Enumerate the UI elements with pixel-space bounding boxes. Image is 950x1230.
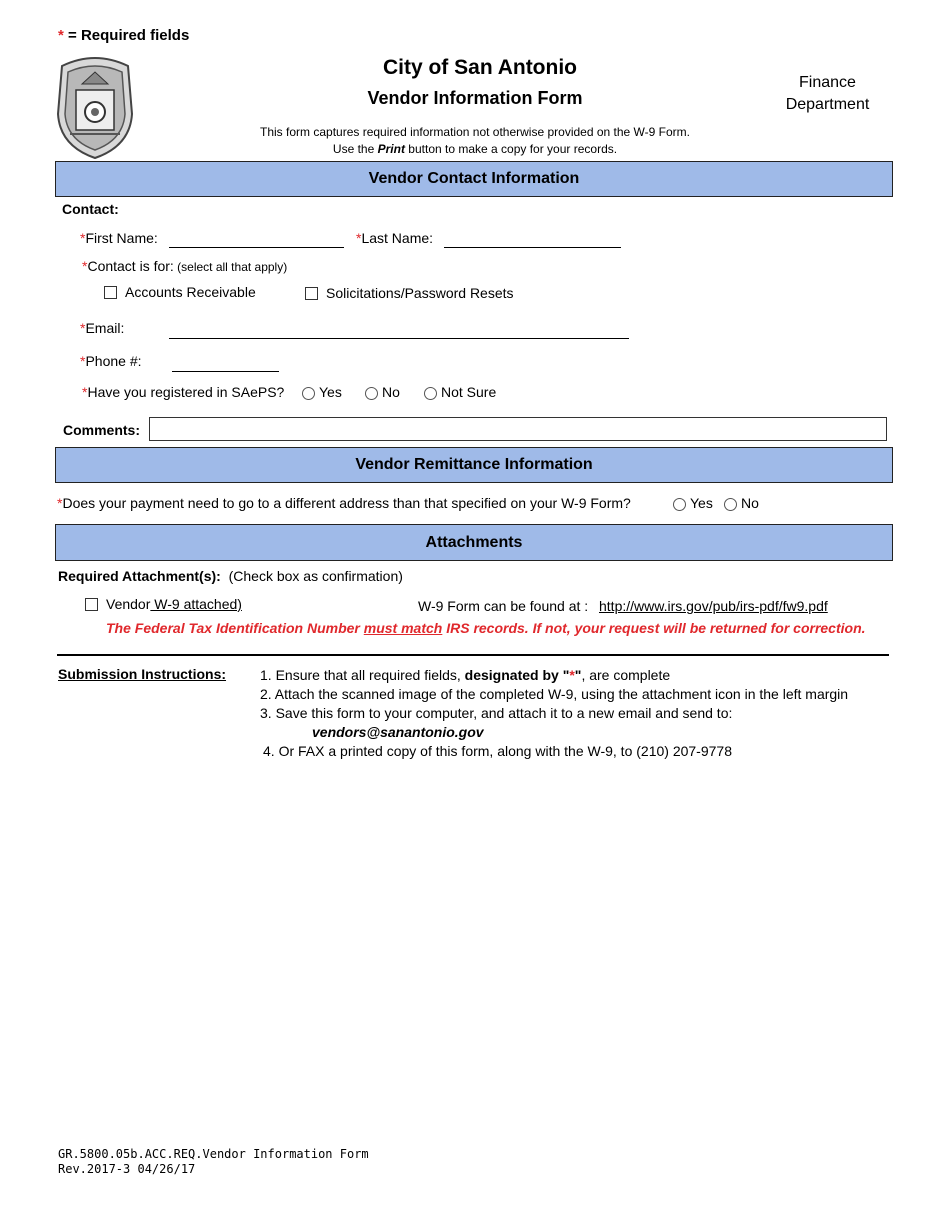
phone-field[interactable] bbox=[172, 371, 279, 372]
submission-step-1: 1. Ensure that all required fields, designated by "*", are complete bbox=[260, 667, 671, 683]
saeps-question: *Have you registered in SAePS? bbox=[82, 384, 285, 400]
form-footer: GR.5800.05b.ACC.REQ.Vendor Information Form Rev.2017-3 04/26/17 bbox=[58, 1147, 369, 1176]
saeps-no-radio[interactable] bbox=[365, 387, 378, 400]
submission-step-3: 3. Save this form to your computer, and attach it to a new email and send to: bbox=[260, 705, 733, 721]
contact-for-label: *Contact is for: (select all that apply) bbox=[82, 258, 288, 274]
last-name-field[interactable] bbox=[444, 247, 621, 248]
comments-field[interactable] bbox=[149, 417, 887, 441]
contact-label: Contact: bbox=[62, 201, 119, 217]
section-header-contact: Vendor Contact Information bbox=[55, 161, 893, 197]
tax-id-warning: The Federal Tax Identification Number must match IRS records. If not, your request will be returned for correction. bbox=[106, 620, 866, 636]
w9-link[interactable]: http://www.irs.gov/pub/irs-pdf/fw9.pdf bbox=[599, 598, 828, 614]
saeps-not-sure-label: Not Sure bbox=[441, 384, 497, 400]
saeps-yes-radio[interactable] bbox=[302, 387, 315, 400]
section-header-remittance: Vendor Remittance Information bbox=[55, 447, 893, 483]
phone-label: *Phone #: bbox=[80, 353, 142, 369]
email-label: *Email: bbox=[80, 320, 125, 336]
last-name-label: *Last Name: bbox=[356, 230, 434, 246]
required-attachments-label: Required Attachment(s): (Check box as confirmation) bbox=[58, 568, 403, 584]
first-name-label: *First Name: bbox=[80, 230, 158, 246]
submission-label: Submission Instructions: bbox=[58, 666, 227, 682]
divider bbox=[57, 654, 889, 656]
form-title: Vendor Information Form bbox=[367, 88, 583, 108]
comments-label: Comments: bbox=[63, 422, 141, 438]
city-title: City of San Antonio bbox=[382, 56, 578, 79]
intro-text: This form captures required information not otherwise provided on the W-9 Form. Use the Print button to make a copy for your records. bbox=[260, 125, 690, 156]
submission-step-4: 4. Or FAX a printed copy of this form, along with the W-9, to (210) 207-9778 bbox=[263, 743, 732, 759]
solicitations-label: Solicitations/Password Resets bbox=[326, 285, 514, 301]
submission-steps bbox=[260, 666, 848, 761]
required-fields-note: * = Required fields bbox=[58, 27, 190, 44]
saeps-not-sure-radio[interactable] bbox=[424, 387, 437, 400]
remittance-no-label: No bbox=[741, 495, 759, 511]
submission-step-2: 2. Attach the scanned image of the completed W-9, using the attachment icon in the left margin bbox=[260, 686, 849, 702]
accounts-receivable-checkbox[interactable] bbox=[104, 286, 117, 299]
saeps-no-label: No bbox=[382, 384, 400, 400]
section-header-attachments: Attachments bbox=[55, 524, 893, 561]
department-label: Finance Department bbox=[785, 74, 870, 113]
w9-attached-checkbox[interactable] bbox=[85, 598, 98, 611]
remittance-no-radio[interactable] bbox=[724, 498, 737, 511]
first-name-field[interactable] bbox=[169, 247, 344, 248]
vendors-email[interactable]: vendors@sanantonio.gov bbox=[312, 724, 484, 740]
remittance-yes-radio[interactable] bbox=[673, 498, 686, 511]
w9-found-at-label: W-9 Form can be found at : bbox=[418, 598, 589, 614]
city-seal-logo bbox=[54, 54, 136, 160]
saeps-yes-label: Yes bbox=[319, 384, 342, 400]
remittance-question: *Does your payment need to go to a different address than that specified on your W-9 Form? bbox=[57, 495, 631, 511]
w9-attached-label: Vendor W-9 attached) bbox=[106, 596, 242, 612]
solicitations-checkbox[interactable] bbox=[305, 287, 318, 300]
remittance-yes-label: Yes bbox=[690, 495, 713, 511]
email-field[interactable] bbox=[169, 338, 629, 339]
accounts-receivable-label: Accounts Receivable bbox=[125, 284, 256, 300]
